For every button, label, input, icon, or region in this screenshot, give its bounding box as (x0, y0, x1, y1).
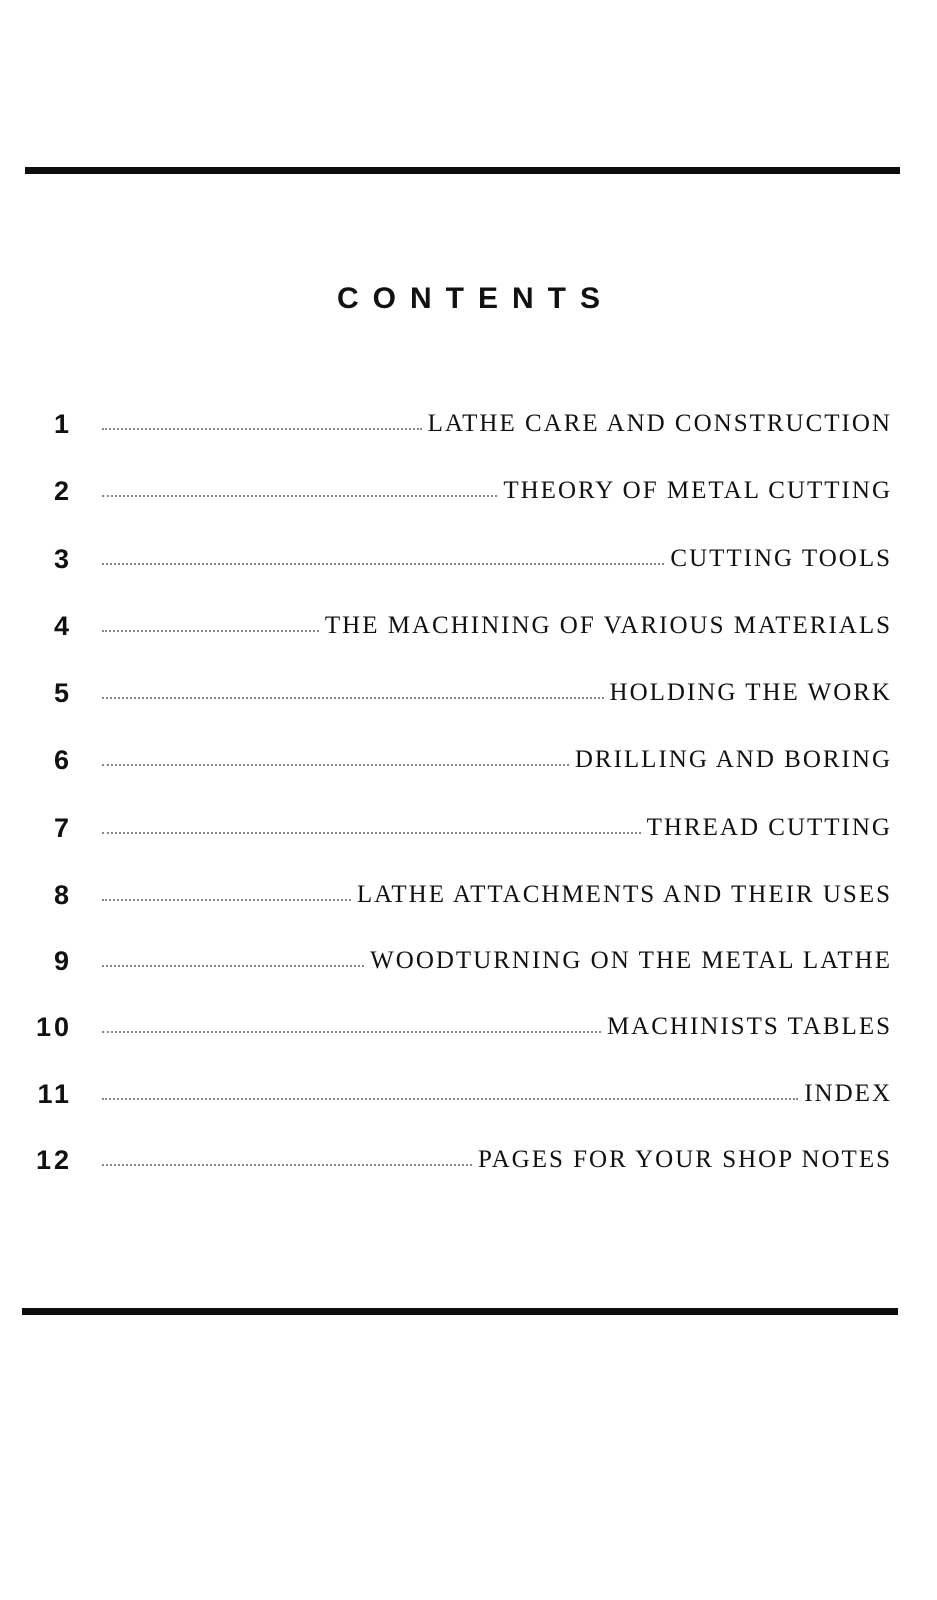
chapter-number: 9 (53, 946, 72, 976)
chapter-number: 11 (37, 1079, 72, 1109)
toc-entry-8[interactable] (22, 877, 892, 913)
chapter-title: MACHINISTS TABLES (606, 1013, 892, 1040)
toc-entry-3[interactable] (22, 541, 892, 577)
chapter-number: 4 (53, 611, 72, 641)
chapter-number: 1 (53, 409, 72, 439)
chapter-title: LATHE CARE AND CONSTRUCTION (427, 410, 892, 437)
toc-entry-7[interactable] (22, 810, 892, 846)
chapter-number: 2 (53, 476, 72, 506)
toc-entry-6[interactable] (22, 742, 892, 778)
toc-leader (102, 742, 892, 778)
toc-entry-4[interactable] (22, 608, 892, 644)
toc-leader (102, 1009, 892, 1045)
toc-leader (102, 1076, 892, 1112)
dot-leader (102, 899, 351, 901)
toc-entry-1[interactable] (22, 406, 892, 442)
chapter-title: THREAD CUTTING (646, 814, 892, 841)
toc-leader (102, 943, 892, 979)
toc-leader (102, 810, 892, 846)
toc-entry-12[interactable] (22, 1142, 892, 1178)
dot-leader (102, 965, 364, 967)
chapter-number: 12 (35, 1145, 72, 1175)
toc-leader (102, 473, 892, 509)
chapter-title: HOLDING THE WORK (609, 679, 892, 706)
chapter-number: 10 (35, 1012, 72, 1042)
dot-leader (102, 1164, 472, 1166)
toc-leader (102, 406, 892, 442)
chapter-number: 8 (53, 880, 72, 910)
chapter-title: THE MACHINING OF VARIOUS MATERIALS (324, 612, 892, 639)
chapter-title: PAGES FOR YOUR SHOP NOTES (478, 1146, 892, 1173)
top-rule (25, 167, 900, 174)
chapter-title: DRILLING AND BORING (574, 746, 892, 773)
dot-leader (102, 428, 422, 430)
toc-entry-9[interactable] (22, 943, 892, 979)
chapter-title: LATHE ATTACHMENTS AND THEIR USES (356, 881, 892, 908)
toc-leader (102, 877, 892, 913)
page-title: CONTENTS (337, 282, 614, 315)
toc-entry-10[interactable] (22, 1009, 892, 1045)
chapter-number: 6 (53, 745, 72, 775)
toc-leader (102, 608, 892, 644)
chapter-title: THEORY OF METAL CUTTING (503, 477, 892, 504)
chapter-number: 3 (53, 544, 72, 574)
dot-leader (102, 832, 641, 834)
toc-entry-2[interactable] (22, 473, 892, 509)
chapter-title: CUTTING TOOLS (670, 545, 892, 572)
toc-leader (102, 541, 892, 577)
chapter-number: 7 (53, 813, 72, 843)
toc-entry-5[interactable] (22, 675, 892, 711)
toc-entry-11[interactable] (22, 1076, 892, 1112)
chapter-title: INDEX (804, 1080, 892, 1107)
chapter-title: WOODTURNING ON THE METAL LATHE (370, 947, 892, 974)
chapter-number: 5 (53, 678, 72, 708)
dot-leader (102, 563, 664, 565)
dot-leader (102, 630, 319, 632)
bottom-rule (22, 1308, 898, 1315)
dot-leader (102, 495, 497, 497)
toc-leader (102, 1142, 892, 1178)
dot-leader (102, 764, 569, 766)
dot-leader (102, 697, 604, 699)
toc-leader (102, 675, 892, 711)
dot-leader (102, 1098, 798, 1100)
dot-leader (102, 1031, 601, 1033)
